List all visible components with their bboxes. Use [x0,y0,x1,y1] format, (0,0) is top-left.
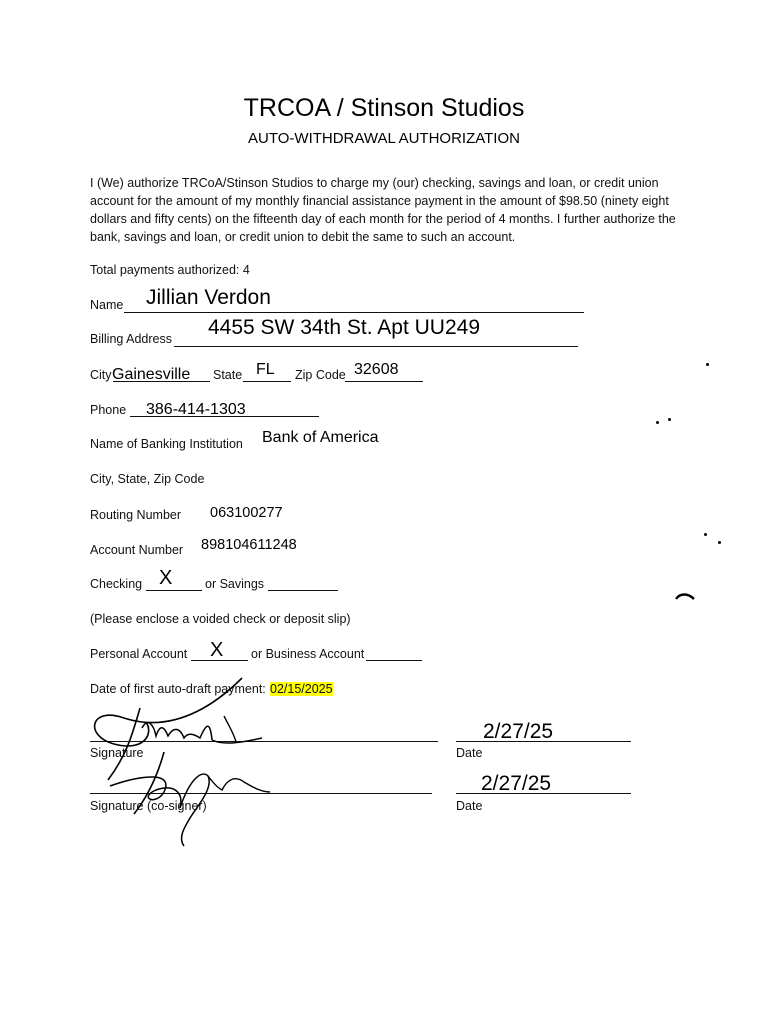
first-draft-date[interactable]: 02/15/2025 [270,682,333,696]
checking-line [146,590,202,591]
document-subtitle: AUTO-WITHDRAWAL AUTHORIZATION [248,130,520,147]
personal-account-mark[interactable]: X [210,639,224,661]
account-label: Account Number [90,543,184,557]
scan-mark [656,421,659,424]
phone-label: Phone [90,403,127,417]
savings-label: or Savings [205,577,265,591]
authorization-text: I (We) authorize TRCoA/Stinson Studios to charge my (our) checking, savings and loan, or credit union account for the amount of my monthly financial assistance payment in the amount of $98.50 (ninety eight dollars and fifty cents) on the fifteenth day of each month for the period of 4 months. I further authorize the bank, savings and loan, or credit union to debit the same to such an account. [90,176,676,244]
city-label: City [90,368,112,382]
city-value[interactable]: Gainesville [112,366,191,383]
routing-value[interactable]: 063100277 [210,505,283,521]
total-payments: Total payments authorized: 4 [90,263,250,277]
scan-mark [704,533,707,536]
signature-date-label: Date [456,746,483,760]
voided-check-note: (Please enclose a voided check or deposit slip) [90,612,351,626]
cosigner-date-value[interactable]: 2/27/25 [481,772,552,795]
checking-mark[interactable]: X [159,567,173,589]
billing-address-value[interactable]: 4455 SW 34th St. Apt UU249 [208,316,480,339]
document-title: TRCOA / Stinson Studios [243,94,525,122]
bank-name-label: Name of Banking Institution [90,437,243,451]
business-account-label: or Business Account [251,647,365,661]
state-value[interactable]: FL [256,361,275,378]
cosigner-date-label: Date [456,799,483,813]
billing-address-label: Billing Address [90,332,172,346]
cosigner-signature-label: Signature (co-signer) [90,799,207,813]
name-value[interactable]: Jillian Verdon [146,286,271,309]
signature-label: Signature [90,746,144,760]
zip-label: Zip Code [295,368,346,382]
scan-mark [706,363,709,366]
scan-mark [668,418,671,421]
checking-label: Checking [90,577,143,591]
account-value[interactable]: 898104611248 [201,537,297,553]
first-draft-label: Date of first auto-draft payment: [90,682,266,696]
phone-value[interactable]: 386-414-1303 [146,401,246,418]
state-label: State [213,368,243,382]
personal-account-label: Personal Account [90,647,188,661]
routing-label: Routing Number [90,508,182,522]
business-account-line[interactable] [366,660,422,661]
billing-address-line [174,346,578,347]
bank-name-value[interactable]: Bank of America [262,429,379,446]
bank-city-state-zip-label: City, State, Zip Code [90,472,205,486]
savings-line[interactable] [268,590,338,591]
scan-mark [674,592,696,602]
name-label: Name [90,298,124,312]
zip-value[interactable]: 32608 [354,361,399,378]
zip-line [345,381,423,382]
signature-date-value[interactable]: 2/27/25 [483,720,554,743]
scan-mark [718,541,721,544]
cosigner-signature-handwriting [104,748,274,848]
state-line [243,381,291,382]
name-line [124,312,584,313]
